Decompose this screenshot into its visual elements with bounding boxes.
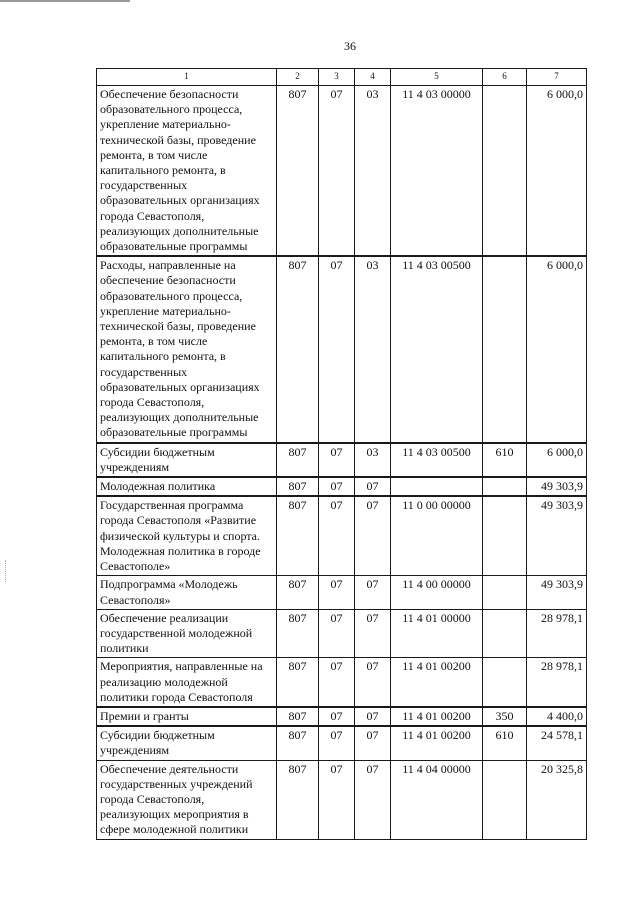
table-row [97,726,587,760]
expense-type-code: 610 [483,443,527,477]
amount: 20 325,8 [527,760,587,839]
section-code: 07 [319,658,355,707]
amount: 24 578,1 [527,726,587,760]
table-row [97,760,587,839]
ministry-code: 807 [277,496,319,576]
subsection-code: 07 [355,707,391,726]
target-article-code: 11 4 01 00200 [391,658,483,707]
subsection-code: 03 [355,443,391,477]
ministry-code: 807 [277,726,319,760]
ministry-code: 807 [277,576,319,609]
row-name: Субсидии бюджетным учреждениям [97,443,277,477]
amount: 6 000,0 [527,443,587,477]
target-article-code: 11 4 03 00500 [391,256,483,442]
amount: 6 000,0 [527,86,587,257]
expense-type-code [483,658,527,707]
section-code: 07 [319,609,355,658]
table-row [97,576,587,609]
amount: 49 303,9 [527,576,587,609]
scan-edge-mark [0,0,130,2]
column-header: 6 [483,69,527,86]
amount: 28 978,1 [527,658,587,707]
column-header: 7 [527,69,587,86]
column-header: 1 [97,69,277,86]
table-row [97,658,587,707]
table-row [97,707,587,726]
expense-type-code [483,576,527,609]
subsection-code: 07 [355,609,391,658]
table-row [97,609,587,658]
table-row [97,256,587,442]
table-row [97,443,587,477]
ministry-code: 807 [277,443,319,477]
amount: 6 000,0 [527,256,587,442]
expense-type-code: 350 [483,707,527,726]
target-article-code: 11 4 03 00000 [391,86,483,257]
row-name: Государственная программа города Севастополя «Развитие физической культуры и спорта. Молодежная политика в городе Севастополе» [97,496,277,576]
target-article-code: 11 4 01 00000 [391,609,483,658]
target-article-code [391,477,483,496]
expense-type-code [483,609,527,658]
row-name: Молодежная политика [97,477,277,496]
target-article-code: 11 4 04 00000 [391,760,483,839]
table-header-row [97,69,587,86]
row-name: Обеспечение безопасности образовательного процесса, укрепление материально-технической базы, проведение ремонта, в том числе капитального ремонта, в государственных образовательных организациях города Севастополя, реализующих дополнительные образовательные программы [97,86,277,257]
section-code: 07 [319,477,355,496]
column-header: 2 [277,69,319,86]
ministry-code: 807 [277,760,319,839]
column-header: 5 [391,69,483,86]
section-code: 07 [319,256,355,442]
ministry-code: 807 [277,658,319,707]
amount: 4 400,0 [527,707,587,726]
section-code: 07 [319,443,355,477]
section-code: 07 [319,760,355,839]
section-code: 07 [319,576,355,609]
target-article-code: 11 4 01 00200 [391,707,483,726]
expense-type-code [483,256,527,442]
subsection-code: 07 [355,726,391,760]
table-row [97,496,587,576]
row-name: Премии и гранты [97,707,277,726]
subsection-code: 03 [355,86,391,257]
target-article-code: 11 0 00 00000 [391,496,483,576]
scan-margin-dots [5,560,8,582]
row-name: Мероприятия, направленные на реализацию молодежной политики города Севастополя [97,658,277,707]
target-article-code: 11 4 01 00200 [391,726,483,760]
expense-type-code: 610 [483,726,527,760]
expense-type-code [483,496,527,576]
subsection-code: 07 [355,576,391,609]
subsection-code: 07 [355,477,391,496]
row-name: Подпрограмма «Молодежь Севастополя» [97,576,277,609]
column-header: 3 [319,69,355,86]
subsection-code: 07 [355,496,391,576]
amount: 28 978,1 [527,609,587,658]
section-code: 07 [319,496,355,576]
page-number: 36 [344,39,356,53]
row-name: Субсидии бюджетным учреждениям [97,726,277,760]
column-header: 4 [355,69,391,86]
expense-type-code [483,760,527,839]
expense-type-code [483,86,527,257]
row-name: Расходы, направленные на обеспечение безопасности образовательного процесса, укрепление материально-технической базы, проведение ремонта, в том числе капитального ремонта, в государственных образовательных организациях города Севастополя, реализующих дополнительные образовательные программы [97,256,277,442]
ministry-code: 807 [277,609,319,658]
amount: 49 303,9 [527,496,587,576]
ministry-code: 807 [277,477,319,496]
table-row [97,477,587,496]
subsection-code: 03 [355,256,391,442]
table-row [97,86,587,257]
ministry-code: 807 [277,256,319,442]
section-code: 07 [319,726,355,760]
amount: 49 303,9 [527,477,587,496]
ministry-code: 807 [277,707,319,726]
subsection-code: 07 [355,658,391,707]
section-code: 07 [319,86,355,257]
target-article-code: 11 4 00 00000 [391,576,483,609]
row-name: Обеспечение реализации государственной молодежной политики [97,609,277,658]
expense-type-code [483,477,527,496]
target-article-code: 11 4 03 00500 [391,443,483,477]
ministry-code: 807 [277,86,319,257]
budget-table [96,68,587,840]
row-name: Обеспечение деятельности государственных учреждений города Севастополя, реализующих мероприятия в сфере молодежной политики [97,760,277,839]
section-code: 07 [319,707,355,726]
subsection-code: 07 [355,760,391,839]
